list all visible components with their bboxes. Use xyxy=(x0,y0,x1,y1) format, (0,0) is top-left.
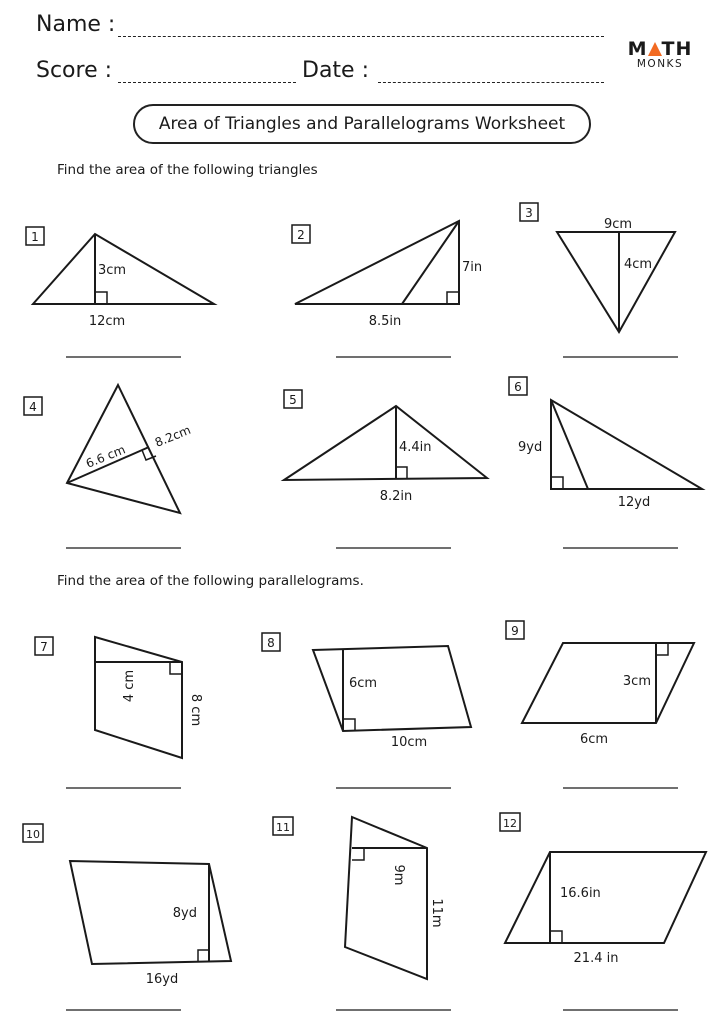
svg-text:4.4in: 4.4in xyxy=(399,440,432,455)
number-box-12 xyxy=(500,813,520,831)
parallelogram-12 xyxy=(505,852,706,966)
instruction-parallelograms: Find the area of the following parallelograms. xyxy=(57,573,364,589)
number-box-1 xyxy=(26,227,44,245)
number-box-5 xyxy=(284,390,302,408)
svg-text:21.4 in: 21.4 in xyxy=(573,951,619,966)
svg-text:10: 10 xyxy=(26,828,40,841)
svg-text:8.2cm: 8.2cm xyxy=(152,422,193,450)
svg-text:12: 12 xyxy=(503,817,517,830)
number-box-8 xyxy=(262,633,280,651)
number-box-4 xyxy=(24,397,42,415)
svg-text:1: 1 xyxy=(31,230,39,244)
svg-text:6cm: 6cm xyxy=(349,676,378,691)
svg-text:5: 5 xyxy=(289,393,297,407)
triangle-2 xyxy=(295,221,482,329)
svg-text:12yd: 12yd xyxy=(617,495,651,510)
triangle-6 xyxy=(518,400,702,510)
svg-text:2: 2 xyxy=(297,228,305,242)
svg-text:11: 11 xyxy=(276,821,290,834)
svg-text:12cm: 12cm xyxy=(88,314,126,329)
svg-text:6.6 cm: 6.6 cm xyxy=(83,442,128,471)
score-label: Score : xyxy=(36,58,113,83)
svg-text:9m: 9m xyxy=(391,864,406,886)
svg-text:3cm: 3cm xyxy=(622,674,651,689)
svg-text:7in: 7in xyxy=(462,260,483,275)
svg-text:8.5in: 8.5in xyxy=(368,314,402,329)
parallelogram-9 xyxy=(522,643,694,747)
svg-text:4 cm: 4 cm xyxy=(122,669,137,703)
name-label: Name : xyxy=(36,12,116,37)
parallelogram-8 xyxy=(313,646,471,750)
number-box-2 xyxy=(292,225,310,243)
parallelogram-11 xyxy=(345,817,444,979)
svg-text:8yd: 8yd xyxy=(172,906,197,921)
parallelogram-10 xyxy=(70,861,231,987)
svg-text:11m: 11m xyxy=(429,898,444,928)
triangle-1 xyxy=(33,234,214,329)
svg-text:8.2in: 8.2in xyxy=(379,489,413,504)
number-box-10 xyxy=(23,824,43,842)
number-box-7 xyxy=(35,637,53,655)
svg-text:16yd: 16yd xyxy=(145,972,179,987)
number-box-11 xyxy=(273,817,293,835)
logo-th: TH xyxy=(661,38,693,60)
svg-text:8: 8 xyxy=(267,636,275,650)
worksheet-title: Area of Triangles and Parallelograms Worksheet xyxy=(133,104,591,144)
date-label: Date : xyxy=(302,58,369,83)
svg-text:10cm: 10cm xyxy=(390,735,428,750)
logo-m: M xyxy=(627,38,648,60)
svg-text:4: 4 xyxy=(29,400,37,414)
svg-text:3: 3 xyxy=(525,206,533,220)
svg-text:9: 9 xyxy=(511,624,519,638)
svg-text:4cm: 4cm xyxy=(624,257,653,272)
svg-text:7: 7 xyxy=(40,640,48,654)
instruction-triangles: Find the area of the following triangles xyxy=(57,162,318,178)
triangle-5 xyxy=(284,406,487,504)
svg-text:9yd: 9yd xyxy=(518,440,543,455)
svg-text:16.6in: 16.6in xyxy=(560,886,601,901)
logo-monks: MONKS xyxy=(636,58,684,70)
svg-text:6cm: 6cm xyxy=(579,732,609,747)
triangle-3 xyxy=(557,217,675,332)
parallelogram-7 xyxy=(95,637,203,758)
number-box-6 xyxy=(509,377,527,395)
svg-text:9cm: 9cm xyxy=(603,217,633,232)
number-box-9 xyxy=(506,621,524,639)
svg-text:3cm: 3cm xyxy=(98,263,127,278)
svg-text:8 cm: 8 cm xyxy=(188,693,203,727)
triangle-4 xyxy=(67,385,193,513)
svg-text:6: 6 xyxy=(514,380,522,394)
number-box-3 xyxy=(520,203,538,221)
